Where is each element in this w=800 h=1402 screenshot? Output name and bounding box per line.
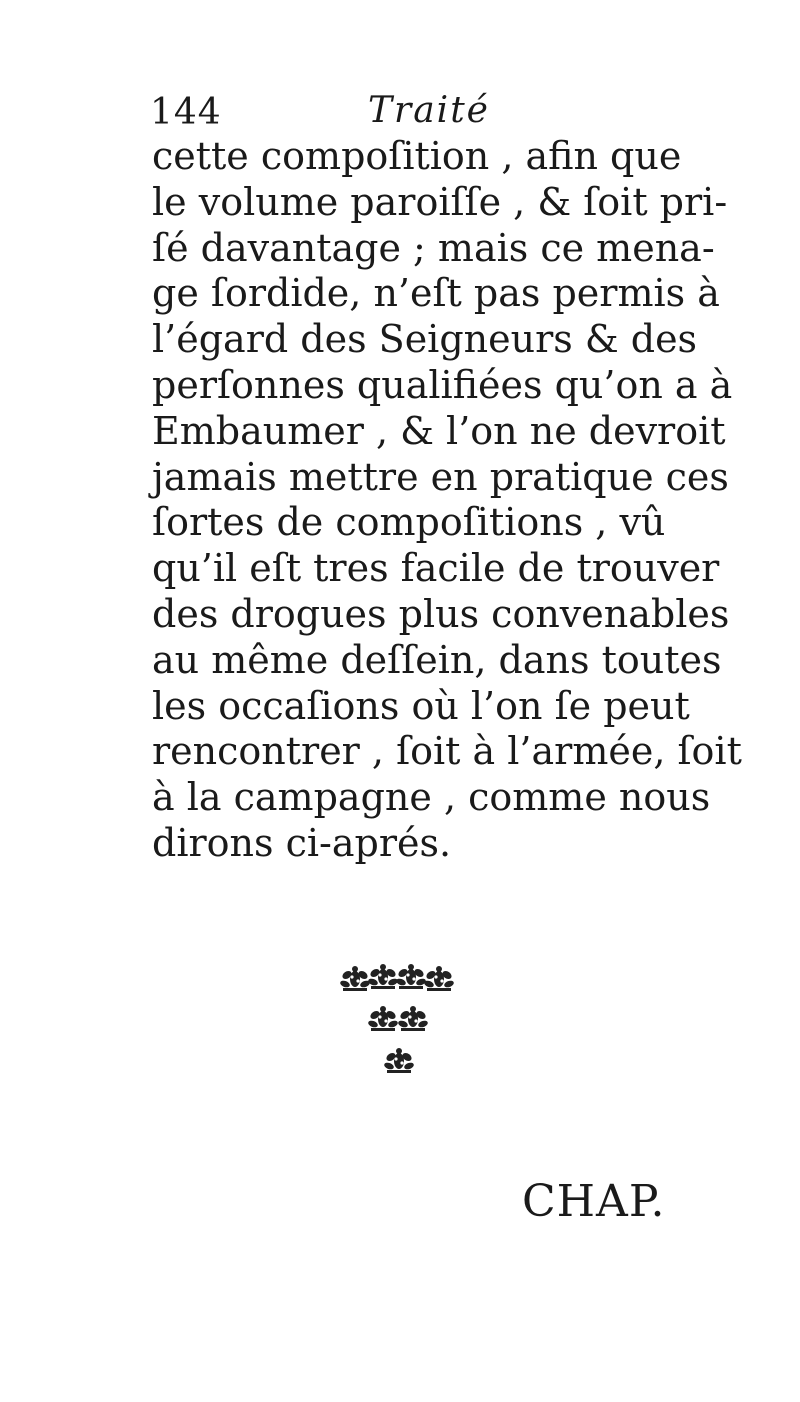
text-line: dirons ci-aprés. [152, 820, 452, 865]
fleuron-tailpiece-icon [335, 955, 485, 1085]
catchword: CHAP. [522, 1176, 666, 1227]
text-line: au même deſſein, dans toutes [152, 637, 722, 682]
text-line: rencontrer , ſoit à l’armée, ſoit [152, 729, 742, 774]
text-line: les occaſions où l’on ſe peut [152, 683, 690, 728]
body-text [152, 134, 742, 867]
text-line: jamais mettre en pratique ces [152, 454, 729, 499]
text-line: des drogues plus convenables [152, 591, 730, 636]
text-line: l’égard des Seigneurs & des [152, 317, 698, 362]
text-line: perſonnes qualifiées qu’on a à [152, 362, 733, 407]
page-header [150, 82, 690, 142]
text-line: Embaumer , & l’on ne devroit [152, 408, 726, 453]
text-line: ſortes de compoſitions , vû [152, 500, 666, 545]
running-title: Traité [368, 90, 490, 131]
text-line: qu’il eſt tres facile de trouver [152, 546, 720, 591]
text-line: ſé davantage ; mais ce mena- [152, 225, 715, 270]
text-line: à la campagne , comme nous [152, 775, 711, 820]
page-number: 144 [150, 92, 222, 133]
text-line: le volume paroiſſe , & ſoit pri- [152, 179, 728, 224]
text-line: cette compoſition , afin que [152, 134, 682, 178]
text-line: ge ſordide, n’eſt pas permis à [152, 271, 720, 316]
